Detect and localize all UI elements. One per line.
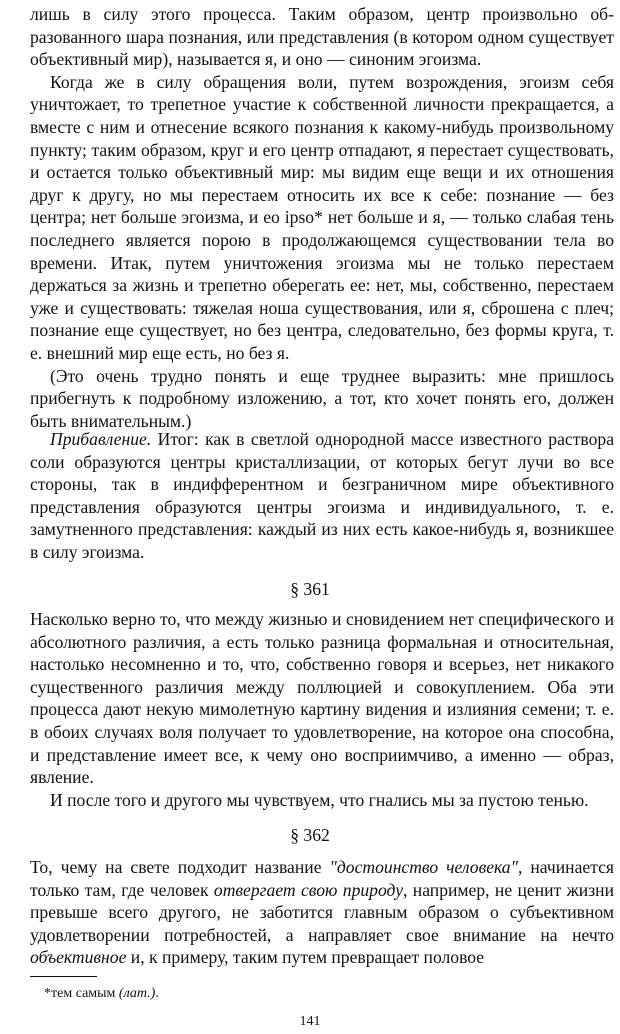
emphasis-rejects-nature: отвергает свою природу [213, 879, 404, 900]
emphasis-objective: объективное [30, 947, 127, 968]
footnote-divider [30, 976, 97, 977]
paragraph-parenthetical: (Это очень трудно понять и еще труднее выразить: мне пришлось прибегнуть к подробному изложению, а тот, кто хочет понять его, должен быть внимательным.) [30, 365, 614, 431]
continued-text-block [30, 3, 614, 432]
section-361-body [30, 608, 614, 811]
paragraph-egoism: Когда же в силу обращения воли, путем возрождения, эгоизм себя уничтожает, то трепетное участие к собственной личности прекращается, а вместе с ним и отнесение всякого познания к какому-нибудь произвольному пункту; таким образом, круг и его центр отпадают, я перестает существовать, и остается только объективный мир: мы видим еще вещи и их отношения друг к другу, но мы перестаем относить их все к себе: познание — без центра; нет больше эгоизма, и ео ipso* нет больше и я, — только слабая тень последнего является порою в продолжающемся существовании тела во времени. Итак, путем уничтожения эгоизма мы не только перестаем держаться за жизнь и трепетно оберегать ее: нет, мы, собственно, перестаем уже и существовать: тяжелая ноша существования, или я, сброшена с плеч; познание еще существует, но без центра, следовательно, без формы круга, т. е. внешний мир еще есть, но без я. [30, 71, 614, 363]
addendum-label: Прибавление. [50, 429, 152, 449]
addendum-block [30, 428, 614, 564]
footnote-language: (лат.) [118, 986, 156, 1001]
text-run: , начинается только там, где человек [30, 857, 615, 900]
addendum-paragraph [30, 428, 614, 564]
section-heading-362: § 362 [290, 825, 330, 845]
footnote-mark: * [44, 986, 51, 1001]
section-362-body [30, 856, 614, 969]
section-361-paragraph-2: И после того и другого мы чувствуем, что гнались мы за пустою тенью. [50, 789, 589, 810]
section-362-paragraph [30, 856, 614, 969]
footnote-text: тем самым [51, 986, 119, 1001]
section-361-paragraph-1: Насколько верно то, что между жизнью и сновидением нет специфического и абсолютного различия, а есть только разница формальная и относительная, настолько несомненно и то, что, собственно говоря и всерьез, нет никакого существенного различия между поллюцией и совокуплением. Оба эти процесса дают некую мимолетную картину видения и излияния семени; т. е. в обоих случаях воля получает то удовлетворение, на которое она способна, и представление имеет все, к чему оно восприимчиво, а именно — образ, явление. [30, 609, 614, 788]
section-heading-361: § 361 [290, 579, 330, 599]
page-number: 141 [299, 1014, 321, 1029]
footnote-end: . [155, 986, 159, 1001]
text-run: и, к примеру, таким путем превращает половое [126, 947, 485, 968]
footnote [44, 985, 159, 1003]
addendum-text: Итог: как в светлой однородной массе известного раствора соли образуются центры кристаллизации, от которых бегут лучи во все стороны, так в индифферентном и безграничном мире объективного представления образуются центры эгоизма и индивидуального, т. е. замутненного представления: каждый из них есть какое-нибудь я, возникшее в силу эгоизма. [30, 429, 614, 562]
text-run: , например, не ценит жизни превыше всего другого, не заботится главным образом о субъективном удовлетворении потребностей, а направляет свое внимание на нечто [30, 879, 614, 945]
text-run: То, чему на свете подходит название [30, 857, 330, 877]
paragraph-continuation: лишь в силу этого процесса. Таким образом, центр произвольно образованного шара познания, или представления (в котором одном существует объективный мир), называется я, и оно — синоним эгоизма. [30, 4, 614, 70]
quoted-term-human-dignity: "достоинство человека" [329, 857, 518, 877]
